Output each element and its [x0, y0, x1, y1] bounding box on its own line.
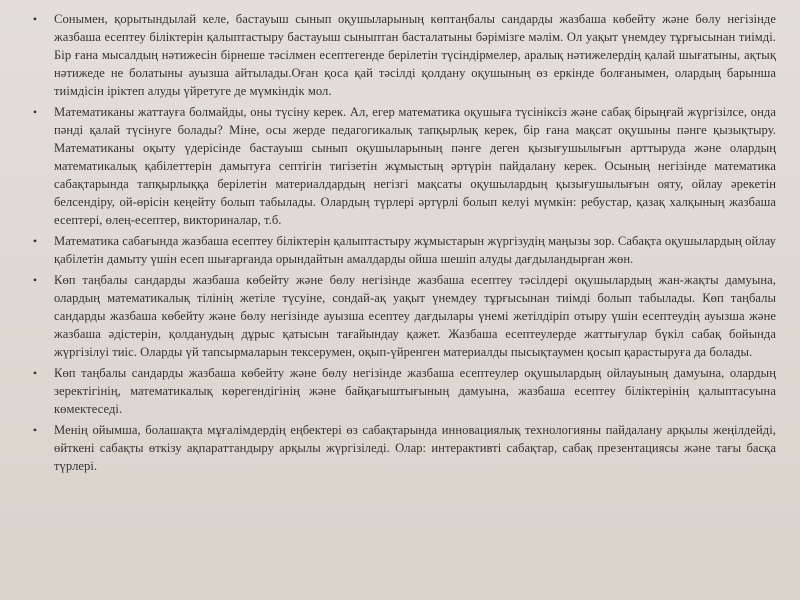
paragraph-5: [28, 364, 776, 418]
bullet-icon: •: [32, 423, 38, 437]
paragraph-text: Математиканы жаттауға болмайды, оны түсіну керек. Ал, егер математика оқушыға түсініксіз және сабақ бірыңғай жүргізілсе, онда пәнді қалай түсінуге болады? Міне, осы жерде педагогикалық тапқырлық керек, бір ғана мақсат оқушыны пәнге қызықтыру. Математиканы оқыту үдерісінде бастауыш сынып оқушыларының пәнге деген қызығушылығын арттыруда және олардың математикалық қабілеттерін дамытуға септігін тигізетін жұмыстың әртүрін пайдалану керек. Осының негізінде математика сабақтарында тапқырлыққа берілетін материалдардың негізгі мақсаты оқушылардың қызығушылығын ояту, ойлау әрекетін белсендіру, ой-өрісін кеңейту болып табылады. Олардың түрлері әртүрлі болып келуі мүмкін: ребустар, қазақ халқының жазбаша есептері, өлең-есептер, викториналар, т.б.: [54, 105, 776, 227]
paragraph-text: Менің ойымша, болашақта мұғалімдердің еңбектері өз сабақтарында инновациялық технологияны пайдалану арқылы жеңілдейді, өйткені сабақты өткізу ақпараттандыру арқылы жүргізіледі. Олар: интерактивті сабақтар, сабақ презентациясы және тағы басқа түрлері.: [54, 423, 776, 473]
bullet-icon: •: [32, 12, 38, 26]
paragraph-3: [28, 232, 776, 268]
bullet-icon: •: [32, 273, 38, 287]
bullet-icon: •: [32, 234, 38, 248]
paragraph-4: [28, 271, 776, 361]
paragraph-1: [28, 10, 776, 100]
bullet-icon: •: [32, 105, 38, 119]
paragraph-6: [28, 421, 776, 475]
paragraph-text: Сонымен, қорытындылай келе, бастауыш сынып оқушыларының көптаңбалы сандарды жазбаша көбейту және бөлу негізінде жазбаша есептеу біліктерін қалыптастыру бастауыш сыныптан басталатыны бәрімізге мәлім. Ол уақыт үнемдеу тұрғысынан тиімді. Бір ғана мысалдың нәтижесін бірнеше тәсілмен есептегенде берілетін түсіндірмелер, аралық нәтижелердің қалай шығатыны, ақтық нәтижеде не болатыны ауызша айтылады.Оған қоса қай тәсілді қолдану оқушының өз еркінде болғанымен, олардың барынша тиімдісін іріктеп алуды үйретуге де мүмкіндік мол.: [54, 12, 776, 98]
paragraph-text: Математика сабағында жазбаша есептеу біліктерін қалыптастыру жұмыстарын жүргізудің маңызы зор. Сабақта оқушылардың ойлау қабілетін дамыту үшін есеп шығарғанда орындайтын амалдарды ойша шешіп алуды дағдыландырған жөн.: [54, 234, 776, 266]
paragraph-text: Көп таңбалы сандарды жазбаша көбейту және бөлу негізінде жазбаша есептеулер оқушылардың ойлауының дамуына, олардың зеректігінің, математикалық көрегендігінің және байқағыштығының дамуына, жазбаша есептеу біліктерінің қалыптасуына көмектеседі.: [54, 366, 776, 416]
paragraph-2: [28, 103, 776, 229]
bullet-list: [28, 10, 776, 478]
bullet-icon: •: [32, 366, 38, 380]
paragraph-text: Көп таңбалы сандарды жазбаша көбейту және бөлу негізінде жазбаша есептеу тәсілдері оқушылардың жан-жақты дамуына, олардың математикалық тілінің жетіле түсуіне, сондай-ақ уақыт үнемдеу тұрғысынан тиімді болып табылады. Көп таңбалы сандарды жазбаша көбейту және бөлу негізінде ауызша есептеу дағдылары үнемі жетілдіріп отыру үшін есептеудің ауызша және жазбаша әдістерін, қолданудың дұрыс қатысын тағайындау қажет. Жазбаша есептеулерде жаттығулар бүкіл сабақ бойында жүргізілуі тиіс. Оларды үй тапсырмаларын тексерумен, оқып-үйренген материалды пысықтаумен қосып қарастыруға да болады.: [54, 273, 776, 359]
